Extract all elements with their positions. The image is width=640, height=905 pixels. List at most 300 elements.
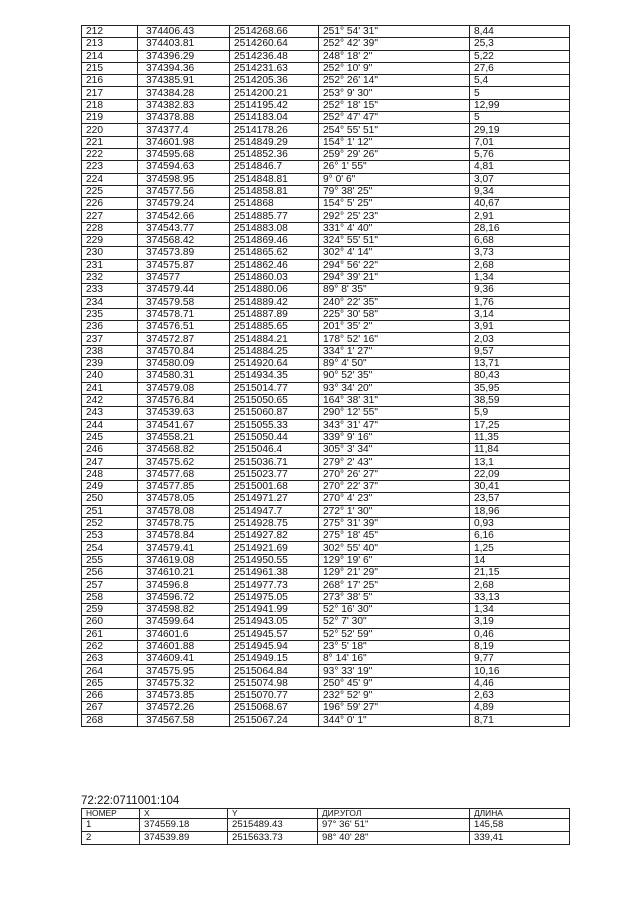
cell-x: 374596.8 (138, 579, 230, 591)
cell-y: 2514927.82 (230, 530, 319, 542)
cell-y: 2514205.36 (230, 75, 319, 87)
cell-number: 243 (82, 407, 138, 419)
table-row (82, 567, 570, 579)
table-row (82, 517, 570, 529)
cell-length: 5,4 (470, 75, 570, 87)
cell-direction-angle: 294° 56' 22" (319, 259, 470, 271)
cell-direction-angle: 252° 26' 14" (319, 75, 470, 87)
cell-number: 257 (82, 579, 138, 591)
cell-length: 14 (470, 554, 570, 566)
cell-length: 8,71 (470, 714, 570, 726)
cell-length: 4,46 (470, 677, 570, 689)
cell-number: 213 (82, 38, 138, 50)
cell-number: 228 (82, 222, 138, 234)
cell-length: 4,89 (470, 702, 570, 714)
table-row (82, 456, 570, 468)
cell-x: 374575.62 (138, 456, 230, 468)
cell-number: 227 (82, 210, 138, 222)
table-row (82, 542, 570, 554)
cell-number: 260 (82, 616, 138, 628)
table-row (82, 628, 570, 640)
cell-x: 374406.43 (138, 26, 230, 38)
cell-number: 265 (82, 677, 138, 689)
cell-direction-angle: 89° 4' 50" (319, 358, 470, 370)
cell-length: 40,67 (470, 198, 570, 210)
cell-y: 2514846.7 (230, 161, 319, 173)
table-row (82, 714, 570, 726)
cell-x: 374576.51 (138, 321, 230, 333)
cell-y: 2515023.77 (230, 468, 319, 480)
cell-number: 230 (82, 247, 138, 259)
cell-y: 2514920.64 (230, 358, 319, 370)
cell-number: 225 (82, 185, 138, 197)
cell-direction-angle: 272° 1' 30" (319, 505, 470, 517)
cell-y: 2514947.7 (230, 505, 319, 517)
cell-x: 374598.95 (138, 173, 230, 185)
cell-direction-angle: 344° 0' 1" (319, 714, 470, 726)
cell-y: 2514268.66 (230, 26, 319, 38)
cell-x: 374378.88 (138, 112, 230, 124)
cell-length: 9,36 (470, 284, 570, 296)
cell-x: 374567.58 (138, 714, 230, 726)
cell-y: 2514178.26 (230, 124, 319, 136)
cell-length: 9,57 (470, 345, 570, 357)
cell-x: 374568.82 (138, 444, 230, 456)
cell-direction-angle: 343° 31' 47" (319, 419, 470, 431)
cell-number: 224 (82, 173, 138, 185)
cell-length: 18,96 (470, 505, 570, 517)
cell-number: 262 (82, 640, 138, 652)
cell-x: 374396.29 (138, 50, 230, 62)
cell-number: 236 (82, 321, 138, 333)
table-row (82, 173, 570, 185)
table-row (82, 444, 570, 456)
cell-direction-angle: 89° 8' 35" (319, 284, 470, 296)
cell-number: 221 (82, 136, 138, 148)
table-row (82, 50, 570, 62)
cell-length: 13,71 (470, 358, 570, 370)
cell-length: 80,43 (470, 370, 570, 382)
cell-y: 2514889.42 (230, 296, 319, 308)
cell-y: 2515633.73 (228, 832, 318, 845)
cell-direction-angle: 252° 42' 39" (319, 38, 470, 50)
coordinates-table-body (82, 26, 570, 727)
cell-number: 222 (82, 148, 138, 160)
cell-number: 212 (82, 26, 138, 38)
cell-length: 29,19 (470, 124, 570, 136)
cell-direction-angle: 90° 52' 35" (319, 370, 470, 382)
cell-length: 33,13 (470, 591, 570, 603)
cell-length: 2,91 (470, 210, 570, 222)
cell-y: 2514868 (230, 198, 319, 210)
cell-y: 2515070.77 (230, 690, 319, 702)
cell-length: 1,34 (470, 603, 570, 615)
cell-number: 259 (82, 603, 138, 615)
cell-y: 2515067.24 (230, 714, 319, 726)
cell-direction-angle: 279° 2' 43" (319, 456, 470, 468)
cell-direction-angle: 270° 26' 27" (319, 468, 470, 480)
table-row (82, 394, 570, 406)
cell-number: 250 (82, 493, 138, 505)
cell-direction-angle: 324° 55' 51" (319, 235, 470, 247)
cell-y: 2514849.29 (230, 136, 319, 148)
cell-y: 2515489.43 (228, 819, 318, 832)
cell-x: 374568.42 (138, 235, 230, 247)
table-row (82, 259, 570, 271)
table-row (82, 345, 570, 357)
cell-number: 241 (82, 382, 138, 394)
cell-x: 374580.31 (138, 370, 230, 382)
cell-direction-angle: 331° 4' 40" (319, 222, 470, 234)
cell-number: 216 (82, 75, 138, 87)
table-row (82, 603, 570, 615)
cell-x: 374598.82 (138, 603, 230, 615)
cell-y: 2514858.81 (230, 185, 319, 197)
cell-y: 2515046.4 (230, 444, 319, 456)
cell-length: 12,99 (470, 99, 570, 111)
table-row (82, 493, 570, 505)
cell-x: 374543.77 (138, 222, 230, 234)
cell-x: 374580.09 (138, 358, 230, 370)
cell-length: 9,34 (470, 185, 570, 197)
table-row (82, 148, 570, 160)
cell-x: 374559.18 (140, 819, 228, 832)
cell-x: 374384.28 (138, 87, 230, 99)
cell-x: 374572.26 (138, 702, 230, 714)
cell-number: 258 (82, 591, 138, 603)
table-row (82, 161, 570, 173)
table-row (82, 87, 570, 99)
cell-y: 2515055.33 (230, 419, 319, 431)
cell-direction-angle: 251° 54' 31" (319, 26, 470, 38)
cell-number: 234 (82, 296, 138, 308)
cell-length: 13,1 (470, 456, 570, 468)
cell-direction-angle: 164° 38' 31" (319, 394, 470, 406)
cell-direction-angle: 302° 55' 40" (319, 542, 470, 554)
cell-length: 2,68 (470, 579, 570, 591)
cell-length: 9,77 (470, 653, 570, 665)
cell-direction-angle: 259° 29' 26" (319, 148, 470, 160)
cell-number: 256 (82, 567, 138, 579)
table-row (82, 579, 570, 591)
table-row (82, 284, 570, 296)
cell-number: 1 (82, 819, 140, 832)
cell-y: 2515050.65 (230, 394, 319, 406)
header-length: ДЛИНА (470, 809, 570, 819)
cell-x: 374609.41 (138, 653, 230, 665)
cell-number: 215 (82, 62, 138, 74)
cell-length: 339,41 (470, 832, 570, 845)
cell-direction-angle: 196° 59' 27" (319, 702, 470, 714)
cell-x: 374572.87 (138, 333, 230, 345)
cell-length: 21,15 (470, 567, 570, 579)
cell-length: 5 (470, 112, 570, 124)
cell-x: 374385.91 (138, 75, 230, 87)
table-row (82, 198, 570, 210)
parcel-table (81, 808, 570, 845)
cell-y: 2515036.71 (230, 456, 319, 468)
cell-direction-angle: 339° 9' 16" (319, 431, 470, 443)
cell-y: 2514950.55 (230, 554, 319, 566)
cell-length: 0,46 (470, 628, 570, 640)
cell-number: 214 (82, 50, 138, 62)
cell-direction-angle: 250° 45' 9" (319, 677, 470, 689)
cell-direction-angle: 129° 19' 6" (319, 554, 470, 566)
table-row (82, 677, 570, 689)
cell-direction-angle: 93° 33' 19" (319, 665, 470, 677)
coordinates-table (81, 25, 570, 727)
cell-direction-angle: 334° 1' 27" (319, 345, 470, 357)
cell-length: 5 (470, 87, 570, 99)
cell-number: 254 (82, 542, 138, 554)
cell-direction-angle: 270° 22' 37" (319, 480, 470, 492)
cell-number: 252 (82, 517, 138, 529)
cell-number: 220 (82, 124, 138, 136)
cell-x: 374578.08 (138, 505, 230, 517)
table-row (82, 431, 570, 443)
cell-x: 374601.88 (138, 640, 230, 652)
cell-x: 374579.44 (138, 284, 230, 296)
parcel-table-body (82, 819, 570, 845)
cell-number: 246 (82, 444, 138, 456)
cell-number: 264 (82, 665, 138, 677)
cell-y: 2514887.89 (230, 308, 319, 320)
cell-x: 374578.84 (138, 530, 230, 542)
cell-direction-angle: 302° 4' 14" (319, 247, 470, 259)
cell-y: 2515074.98 (230, 677, 319, 689)
cell-length: 145,58 (470, 819, 570, 832)
cell-x: 374610.21 (138, 567, 230, 579)
cell-x: 374595.68 (138, 148, 230, 160)
cell-y: 2515064.84 (230, 665, 319, 677)
table-row (82, 819, 570, 832)
cell-length: 25,3 (470, 38, 570, 50)
cell-x: 374573.89 (138, 247, 230, 259)
cell-number: 239 (82, 358, 138, 370)
cell-x: 374541.67 (138, 419, 230, 431)
cell-x: 374539.89 (140, 832, 228, 845)
cell-x: 374576.84 (138, 394, 230, 406)
cell-x: 374594.63 (138, 161, 230, 173)
cell-y: 2514977.73 (230, 579, 319, 591)
cell-x: 374394.36 (138, 62, 230, 74)
table-row (82, 554, 570, 566)
cell-direction-angle: 23° 5' 18" (319, 640, 470, 652)
cell-x: 374599.64 (138, 616, 230, 628)
cell-length: 3,14 (470, 308, 570, 320)
table-row (82, 665, 570, 677)
cell-number: 229 (82, 235, 138, 247)
cell-direction-angle: 26° 1' 55" (319, 161, 470, 173)
table-row (82, 136, 570, 148)
cell-direction-angle: 248° 18' 2" (319, 50, 470, 62)
table-row (82, 26, 570, 38)
cell-x: 374575.87 (138, 259, 230, 271)
cell-number: 248 (82, 468, 138, 480)
cell-number: 238 (82, 345, 138, 357)
cell-y: 2515068.67 (230, 702, 319, 714)
cell-y: 2514941.99 (230, 603, 319, 615)
cell-y: 2514884.21 (230, 333, 319, 345)
cell-y: 2514869.46 (230, 235, 319, 247)
cell-y: 2514945.57 (230, 628, 319, 640)
cell-x: 374573.85 (138, 690, 230, 702)
cell-length: 8,44 (470, 26, 570, 38)
table-row (82, 62, 570, 74)
cell-length: 3,73 (470, 247, 570, 259)
cell-number: 219 (82, 112, 138, 124)
cell-y: 2514183.04 (230, 112, 319, 124)
table-row (82, 832, 570, 845)
cell-y: 2514943.05 (230, 616, 319, 628)
table-row (82, 185, 570, 197)
cell-x: 374578.75 (138, 517, 230, 529)
cell-number: 268 (82, 714, 138, 726)
cell-number: 226 (82, 198, 138, 210)
cell-x: 374579.24 (138, 198, 230, 210)
cell-number: 247 (82, 456, 138, 468)
table-row (82, 99, 570, 111)
cell-x: 374601.98 (138, 136, 230, 148)
cell-length: 6,68 (470, 235, 570, 247)
cell-number: 266 (82, 690, 138, 702)
cell-x: 374578.05 (138, 493, 230, 505)
table-row (82, 530, 570, 542)
cell-y: 2514949.15 (230, 653, 319, 665)
cell-length: 5,22 (470, 50, 570, 62)
cell-direction-angle: 254° 55' 51" (319, 124, 470, 136)
cell-number: 237 (82, 333, 138, 345)
cell-y: 2514236.48 (230, 50, 319, 62)
cell-length: 30,41 (470, 480, 570, 492)
cell-direction-angle: 252° 47' 47" (319, 112, 470, 124)
cell-length: 5,76 (470, 148, 570, 160)
cell-direction-angle: 129° 21' 29" (319, 567, 470, 579)
cell-direction-angle: 178° 52' 16" (319, 333, 470, 345)
cell-direction-angle: 232° 52' 9" (319, 690, 470, 702)
cell-length: 3,91 (470, 321, 570, 333)
table-row (82, 333, 570, 345)
cell-y: 2515001.68 (230, 480, 319, 492)
table-row (82, 296, 570, 308)
cell-y: 2514195.42 (230, 99, 319, 111)
cell-y: 2514200.21 (230, 87, 319, 99)
cell-number: 255 (82, 554, 138, 566)
cell-y: 2514883.08 (230, 222, 319, 234)
cell-direction-angle: 275° 31' 39" (319, 517, 470, 529)
cell-length: 27,6 (470, 62, 570, 74)
cell-y: 2514848.81 (230, 173, 319, 185)
cell-direction-angle: 98° 40' 28" (318, 832, 470, 845)
cell-x: 374570.84 (138, 345, 230, 357)
cell-direction-angle: 154° 5' 25" (319, 198, 470, 210)
cell-length: 10,16 (470, 665, 570, 677)
cell-direction-angle: 275° 18' 45" (319, 530, 470, 542)
cell-y: 2514880.06 (230, 284, 319, 296)
cell-y: 2514865.62 (230, 247, 319, 259)
header-direction-angle: ДИР.УГОЛ (318, 809, 470, 819)
cell-direction-angle: 292° 25' 23" (319, 210, 470, 222)
cell-x: 374596.72 (138, 591, 230, 603)
cell-y: 2514862.46 (230, 259, 319, 271)
table-row (82, 480, 570, 492)
cell-x: 374578.71 (138, 308, 230, 320)
table-row (82, 468, 570, 480)
cell-length: 0,93 (470, 517, 570, 529)
cell-x: 374577.68 (138, 468, 230, 480)
cell-direction-angle: 201° 35' 2" (319, 321, 470, 333)
table-row (82, 222, 570, 234)
cell-length: 23,57 (470, 493, 570, 505)
cell-x: 374403.81 (138, 38, 230, 50)
cell-x: 374579.08 (138, 382, 230, 394)
cell-y: 2515050.44 (230, 431, 319, 443)
cell-direction-angle: 9° 0' 6" (319, 173, 470, 185)
cell-y: 2514260.64 (230, 38, 319, 50)
cell-x: 374542.66 (138, 210, 230, 222)
cell-length: 7,01 (470, 136, 570, 148)
table-row (82, 653, 570, 665)
cell-number: 263 (82, 653, 138, 665)
cell-y: 2515014.77 (230, 382, 319, 394)
table-row (82, 407, 570, 419)
cell-length: 11,84 (470, 444, 570, 456)
cell-direction-angle: 252° 18' 15" (319, 99, 470, 111)
cell-direction-angle: 270° 4' 23" (319, 493, 470, 505)
cell-number: 232 (82, 271, 138, 283)
table-row (82, 370, 570, 382)
cell-direction-angle: 252° 10' 9" (319, 62, 470, 74)
parcel-table-header-row (82, 809, 570, 819)
table-row (82, 271, 570, 283)
cell-number: 2 (82, 832, 140, 845)
cell-x: 374575.95 (138, 665, 230, 677)
cell-y: 2514928.75 (230, 517, 319, 529)
cell-y: 2514885.77 (230, 210, 319, 222)
table-row (82, 75, 570, 87)
cell-length: 1,76 (470, 296, 570, 308)
cell-number: 253 (82, 530, 138, 542)
cell-length: 28,16 (470, 222, 570, 234)
table-row (82, 112, 570, 124)
header-y: Y (228, 809, 318, 819)
table-row (82, 358, 570, 370)
cell-length: 2,68 (470, 259, 570, 271)
cell-y: 2514231.63 (230, 62, 319, 74)
cell-y: 2514961.38 (230, 567, 319, 579)
header-number: НОМЕР (82, 809, 140, 819)
cell-direction-angle: 240° 22' 35" (319, 296, 470, 308)
table-row (82, 321, 570, 333)
header-x: X (140, 809, 228, 819)
cell-direction-angle: 225° 30' 58" (319, 308, 470, 320)
cell-direction-angle: 93° 34' 20" (319, 382, 470, 394)
cell-y: 2515060.87 (230, 407, 319, 419)
cell-x: 374558.21 (138, 431, 230, 443)
cell-number: 244 (82, 419, 138, 431)
cell-direction-angle: 290° 12' 55" (319, 407, 470, 419)
cell-direction-angle: 52° 7' 30" (319, 616, 470, 628)
table-row (82, 38, 570, 50)
cadastral-number: 72:22:0711001:104 (81, 795, 180, 807)
cell-length: 8,19 (470, 640, 570, 652)
cell-length: 1,34 (470, 271, 570, 283)
table-row (82, 616, 570, 628)
cell-length: 2,03 (470, 333, 570, 345)
table-row (82, 419, 570, 431)
cell-number: 223 (82, 161, 138, 173)
table-row (82, 690, 570, 702)
